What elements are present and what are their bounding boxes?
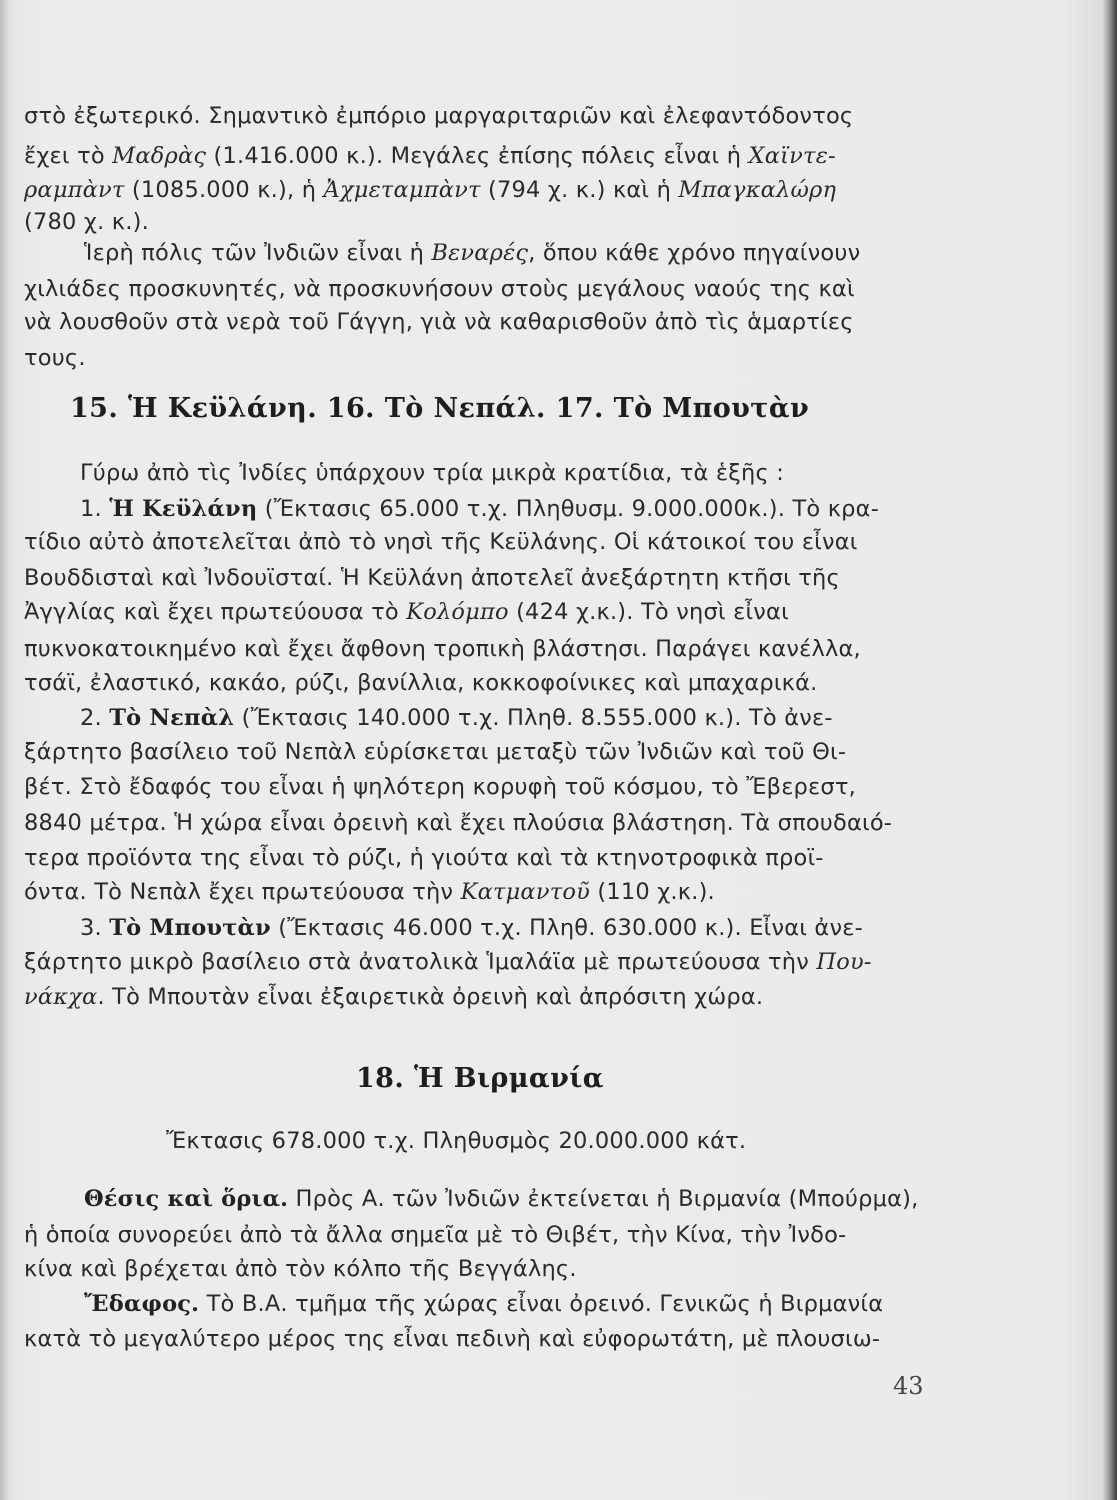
text-line: κατὰ τὸ μεγαλύτερο μέρος της εἶναι πεδινὴ καὶ εὐφορωτάτη, μὲ πλουσιω-	[24, 1326, 881, 1352]
text-line: ἔχει τὸ Μαδρὰς (1.416.000 κ.). Μεγάλες ἐπίσης πόλεις εἶναι ἡ Χαϊντε-	[24, 143, 836, 169]
text-line: ξάρτητο βασίλειο τοῦ Νεπὰλ εὑρίσκεται μεταξὺ τῶν Ἰνδιῶν καὶ τοῦ Θι-	[24, 739, 847, 765]
text-line: τερα προϊόντα της εἶναι τὸ ρύζι, ἡ γιούτα καὶ τὰ κτηνοτροφικὰ προϊ-	[24, 845, 824, 871]
text-line: κίνα καὶ βρέχεται ἀπὸ τὸν κόλπο τῆς Βεγγάλης.	[24, 1256, 577, 1282]
text-line: Βουδδισταὶ καὶ Ἰνδουϊσταί. Ἡ Κεϋλάνη ἀποτελεῖ ἀνεξάρτητη κτῆσι τῆς	[24, 565, 840, 591]
page-number: 43	[893, 1372, 924, 1400]
text-line: 1. Ἡ Κεϋλάνη (Ἔκτασις 65.000 τ.χ. Πληθυσμ. 9.000.000κ.). Τὸ κρα-	[80, 496, 880, 522]
text-line: τους.	[24, 345, 86, 371]
text-line: τσάϊ, ἐλαστικό, κακάο, ρύζι, βανίλλια, κοκκοφοίνικες καὶ μπαχαρικά.	[24, 670, 818, 696]
area-population-line: Ἔκτασις 678.000 τ.χ. Πληθυσμὸς 20.000.000 κάτ.	[166, 1128, 747, 1154]
text-line: 2. Τὸ Νεπὰλ (Ἔκτασις 140.000 τ.χ. Πληθ. 8.555.000 κ.). Τὸ ἀνε-	[80, 705, 833, 731]
text-line: Ἔδαφος. Τὸ Β.Α. τμῆμα τῆς χώρας εἶναι ὀρεινό. Γενικῶς ἡ Βιρμανία	[84, 1291, 884, 1317]
text-line: ἡ ὁποία συνορεύει ἀπὸ τὰ ἄλλα σημεῖα μὲ τὸ Θιβέτ, τὴν Κίνα, τὴν Ἰνδο-	[24, 1222, 847, 1248]
text-line: όντα. Τὸ Νεπὰλ ἔχει πρωτεύουσα τὴν Κατμαντοῦ (110 χ.κ.).	[24, 879, 715, 905]
text-line: στὸ ἐξωτερικό. Σημαντικὸ ἐμπόριο μαργαριταριῶν καὶ ἐλεφαντόδοντος	[24, 103, 854, 129]
text-line: χιλιάδες προσκυνητές, νὰ προσκυνήσουν στοὺς μεγάλους ναούς της καὶ	[24, 276, 855, 302]
text-line: Ἀγγλίας καὶ ἔχει πρωτεύουσα τὸ Κολόμπο (424 χ.κ.). Τὸ νησὶ εἶναι	[24, 599, 789, 625]
text-line: ραμπὰντ (1085.000 κ.), ἡ Ἀχμεταμπὰντ (794 χ. κ.) καὶ ἡ Μπαγκαλώρη	[24, 177, 837, 203]
page-edge-shadow	[1103, 0, 1117, 1500]
text-line: Ἱερὴ πόλις τῶν Ἰνδιῶν εἶναι ἡ Βεναρές, ὅπου κάθε χρόνο πηγαίνουν	[84, 240, 861, 266]
text-line: πυκνοκατοικημένο καὶ ἔχει ἄφθονη τροπικὴ βλάστησι. Παράγει κανέλλα,	[24, 636, 861, 662]
section-heading: 15. Ἡ Κεϋλάνη. 16. Τὸ Νεπάλ. 17. Τὸ Μπουτὰν	[70, 393, 810, 424]
text-line: Θέσις καὶ ὅρια. Πρὸς Α. τῶν Ἰνδιῶν ἐκτείνεται ἡ Βιρμανία (Μπούρμα),	[84, 1186, 919, 1212]
text-line: 3. Τὸ Μπουτὰν (Ἔκτασις 46.000 τ.χ. Πληθ. 630.000 κ.). Εἶναι ἀνε-	[80, 915, 863, 941]
text-line: ξάρτητο μικρὸ βασίλειο στὰ ἀνατολικὰ Ἱμαλάϊα μὲ πρωτεύουσα τὴν Που-	[24, 949, 872, 975]
text-line: νὰ λουσθοῦν στὰ νερὰ τοῦ Γάγγη, γιὰ νὰ καθαρισθοῦν ἀπὸ τὶς ἁμαρτίες	[24, 309, 854, 335]
section-heading: 18. Ἡ Βιρμανία	[356, 1063, 604, 1094]
text-line: Γύρω ἀπὸ τὶς Ἰνδίες ὑπάρχουν τρία μικρὰ κρατίδια, τὰ ἑξῆς :	[80, 460, 785, 486]
text-line: βέτ. Στὸ ἔδαφός του εἶναι ἡ ψηλότερη κορυφὴ τοῦ κόσμου, τὸ Ἔβερεστ,	[24, 774, 856, 800]
text-line: νάκχα. Τὸ Μπουτὰν εἶναι ἐξαιρετικὰ ὀρεινὴ καὶ ἀπρόσιτη χώρα.	[24, 984, 764, 1010]
page-spine-shadow	[0, 0, 10, 1500]
text-line: 8840 μέτρα. Ἡ χώρα εἶναι ὀρεινὴ καὶ ἔχει πλούσια βλάστηση. Τὰ σπουδαιό-	[24, 810, 893, 836]
text-line: (780 χ. κ.).	[24, 209, 149, 235]
text-line: τίδιο αὐτὸ ἀποτελεῖται ἀπὸ τὸ νησὶ τῆς Κεϋλάνης. Οἱ κάτοικοί του εἶναι	[24, 529, 858, 555]
